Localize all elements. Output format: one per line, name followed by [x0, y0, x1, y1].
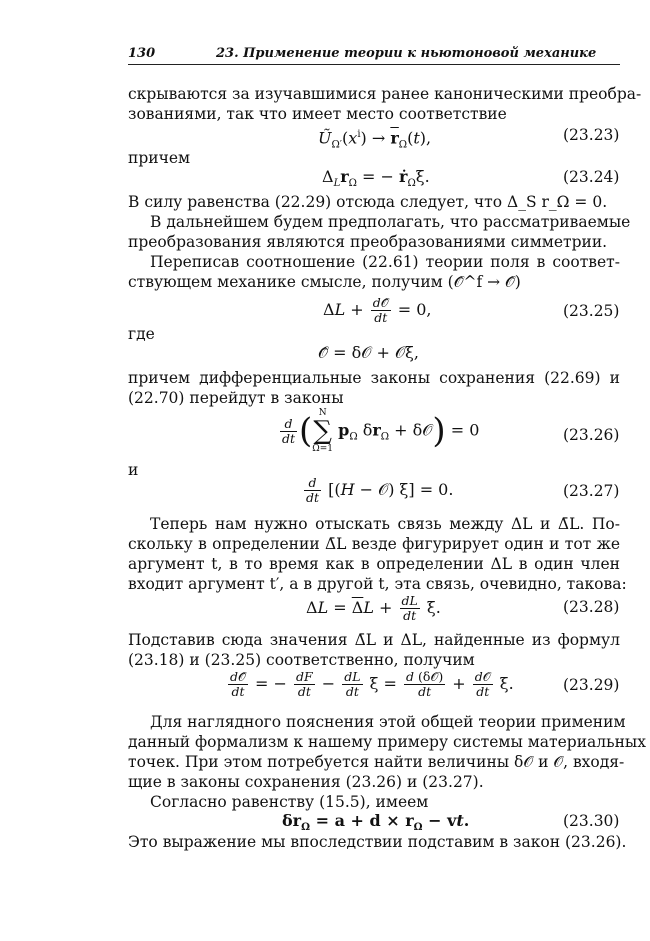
text-line: Это выражение мы впоследствии подставим в закон (23.26). [128, 833, 627, 851]
equation-23-26: $\frac{d}{dt}$ ( N ∑ Ω=1 $p_\Omega$ $\delta r_\Omega$ + δ𝒪) = 0 [282, 408, 480, 454]
text-line: точек. При этом потребуется найти величины δ𝒪 и 𝒪, входя- [128, 753, 625, 771]
equation-number: (23.25) [563, 302, 620, 320]
text-line: (22.70) перейдут в законы [128, 389, 344, 407]
equation-number: (23.28) [563, 598, 620, 616]
text-line: ствующем механике смысле, получим (𝒪̂^f → 𝒪̂) [128, 273, 521, 291]
equation-where: 𝒪̂ = δ𝒪 + 𝒪ξ, [318, 343, 419, 362]
text-line: аргумент t, в то время как в определении ΔL в один член [128, 555, 620, 573]
text-line: (23.18) и (23.25) соответственно, получим [128, 651, 475, 669]
text-line: Подставив сюда значения Δ̄L и ΔL, найденные из формул [128, 631, 620, 649]
text-line: В дальнейшем будем предполагать, что рассматриваемые [150, 213, 631, 231]
text-line: где [128, 325, 155, 343]
equation-number: (23.23) [563, 126, 620, 144]
equation-23-30: $\delta r_\Omega = a + d \times r_\Omega$ − vt. [282, 811, 470, 834]
text-line: Переписав соотношение (22.61) теории поля в соответ- [150, 253, 620, 271]
text-line: преобразования являются преобразованиями симметрии. [128, 233, 608, 251]
text-line: скольку в определении Δ̄L везде фигурирует один и тот же [128, 535, 620, 553]
text-line: данный формализм к нашему примеру системы материальных [128, 733, 646, 751]
text-line: и [128, 461, 139, 479]
equation-number: (23.26) [563, 426, 620, 444]
header-rule [128, 64, 620, 65]
equation-number: (23.30) [563, 812, 620, 830]
text-line: причем [128, 149, 191, 167]
text-line: Согласно равенству (15.5), имеем [150, 793, 429, 811]
text-line: причем дифференциальные законы сохранения (22.69) и [128, 369, 620, 387]
equation-23-24: $\Delta_Lr_\Omega$ = − ṙ$_\Omega$ξ. [322, 167, 430, 190]
text-line: зованиями, так что имеет место соответствие [128, 105, 507, 123]
equation-23-27: $\frac{d}{dt}$ [(H − 𝒪) ξ] = 0. [306, 475, 454, 505]
equation-number: (23.24) [563, 168, 620, 186]
text-line: входит аргумент t′, а в другой t, эта связь, очевидно, такова: [128, 575, 627, 593]
equation-23-29: $\frac{\text{d𝒪̂}}{dt}$ = − $\frac{dF}{dt}$ − $\frac{dL}{dt}$ ξ = $\frac{\text{d (δ𝒪)}}{dt}$ + $\frac{\text{d𝒪}}{dt}$ ξ. [230, 669, 514, 699]
equation-23-23: $Ũ_{\Omega'}(x^i) \to \overline{r}_\Omega(t)$, [318, 128, 432, 151]
equation-number: (23.29) [563, 676, 620, 694]
text-line: Для наглядного пояснения этой общей теории применим [150, 713, 626, 731]
text-line: Теперь нам нужно отыскать связь между ΔL и Δ̄L. По- [150, 515, 620, 533]
page-number: 130 [128, 46, 156, 61]
equation-23-25: ΔL + $\frac{\text{d𝒪̂}}{dt}$ = 0, [323, 295, 432, 325]
running-title: 23. Применение теории к ньютоновой механике [216, 46, 597, 61]
text-line: В силу равенства (22.29) отсюда следует, что Δ_S r_Ω = 0. [128, 193, 608, 211]
equation-23-28: $\Delta L = \overline{\Delta}L$ + $\frac{dL}{dt}$ ξ. [306, 593, 441, 623]
equation-number: (23.27) [563, 482, 620, 500]
text-line: скрываются за изучавшимися ранее каноническими преобра- [128, 85, 642, 103]
text-line: щие в законы сохранения (23.26) и (23.27). [128, 773, 484, 791]
